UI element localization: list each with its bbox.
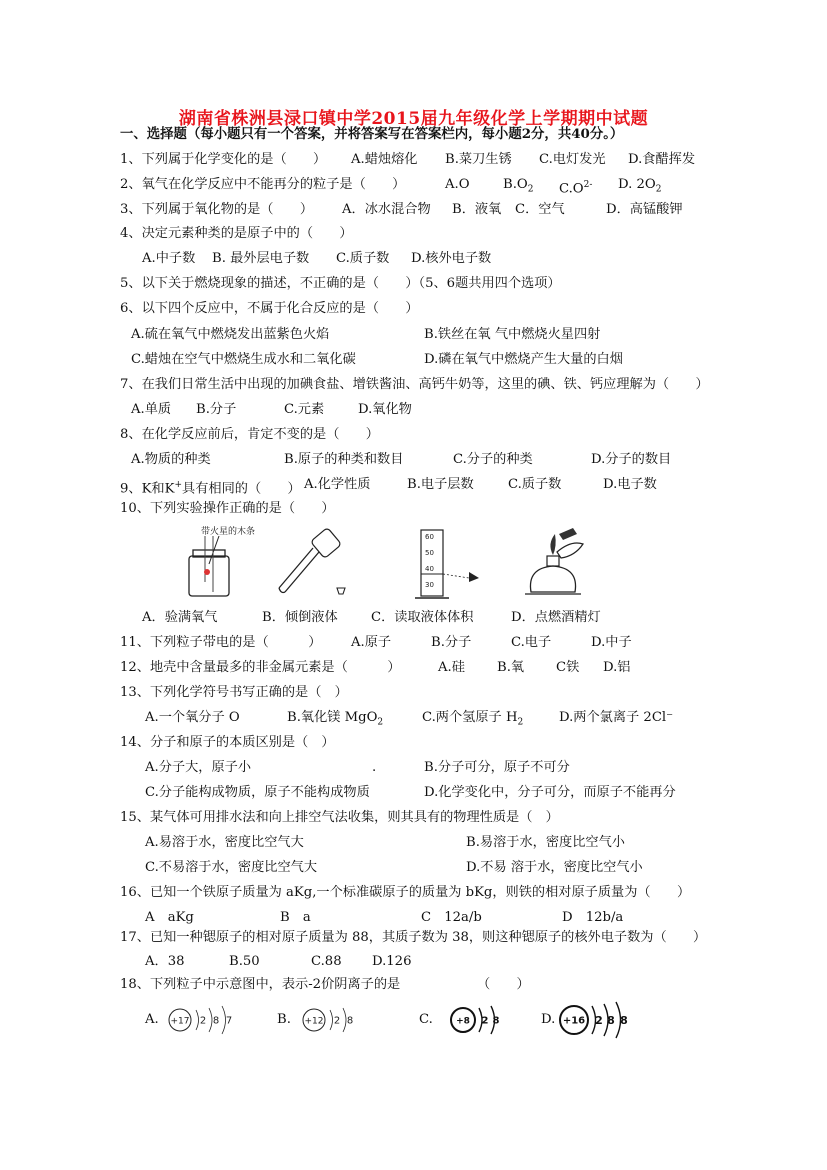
svg-text:+17: +17 xyxy=(170,1016,190,1027)
option-b: B.易溶于水，密度比空气小 xyxy=(466,835,625,850)
svg-text:+8: +8 xyxy=(456,1016,470,1027)
svg-text:2: 2 xyxy=(333,1015,341,1027)
option-a: A.硅 xyxy=(438,660,465,675)
graduated-cylinder-figure xyxy=(407,522,497,604)
option-b: B.铁丝在氧 气中燃烧火星四射 xyxy=(424,327,601,342)
atom-diagram-b xyxy=(297,1000,367,1040)
option-a: A.分子大，原子小 xyxy=(145,760,252,775)
question-5: 5、以下关于燃烧现象的描述，不正确的是（ ）（5、6题共用四个选项） xyxy=(120,276,561,291)
option-d: D.不易 溶于水，密度比空气小 xyxy=(466,860,643,875)
option-c: C.质子数 xyxy=(336,251,390,266)
alcohol-lamp-figure xyxy=(513,522,603,604)
option-a: A.单质 xyxy=(131,402,172,417)
atom-diagram-c xyxy=(447,998,507,1042)
svg-text:带火星的木条: 带火星的木条 xyxy=(201,527,256,537)
option-c: C.质子数 xyxy=(508,477,562,492)
question-14: 14、分子和原子的本质区别是（ ） xyxy=(120,735,335,750)
option-c: C.两个氢原子 $H_2$ xyxy=(422,710,524,728)
svg-text:8: 8 xyxy=(607,1014,615,1027)
svg-text:50: 50 xyxy=(425,549,434,557)
option-d: D. xyxy=(541,1012,556,1027)
option-b: B.50 xyxy=(229,954,260,969)
option-d: D.中子 xyxy=(591,635,632,650)
svg-text:+16: +16 xyxy=(562,1015,586,1027)
option-a: A.蜡烛熔化 xyxy=(351,152,418,167)
option-d: D．高锰酸钾 xyxy=(606,202,683,217)
question-16: 16、已知一个铁原子质量为 aKg,一个标准碳原子的质量为 bKg，则铁的相对原子质量为（ ） xyxy=(120,885,691,900)
option-c: C.88 xyxy=(311,954,342,969)
svg-text:2: 2 xyxy=(481,1015,489,1027)
svg-text:8: 8 xyxy=(620,1014,628,1027)
option-c: C.电子 xyxy=(511,635,552,650)
option-a: A.中子数 xyxy=(142,251,196,266)
option-b: B.分子 xyxy=(196,402,237,417)
option-d: D.铝 xyxy=(603,660,631,675)
option-d: D.两个氯离子 2Cl⁻ xyxy=(559,710,674,725)
option-c: C.电灯发光 xyxy=(539,152,606,167)
page-title: 湖南省株洲县渌口镇中学2015届九年级化学上学期期中试题 xyxy=(178,109,649,129)
option-a: A. xyxy=(145,1012,159,1027)
option-c: C．读取液体体积 xyxy=(371,610,474,625)
svg-text:8: 8 xyxy=(492,1015,500,1027)
atom-diagram-a xyxy=(163,1000,243,1040)
question-17: 17、已知一种锶原子的相对原子质量为 88，其质子数为 38，则这种锶原子的核外电子数为（ ） xyxy=(120,930,707,945)
question-10: 10、下列实验操作正确的是（ ） xyxy=(120,501,335,516)
option-c: C.元素 xyxy=(284,402,325,417)
option-b: B. xyxy=(277,1012,291,1027)
option-c: $C.O^{2-}$ xyxy=(559,180,593,197)
option-b: B.氧化镁 MgO$_2$ xyxy=(287,710,384,728)
option-b: B.菜刀生锈 xyxy=(445,152,512,167)
option-a: A．验满氧气 xyxy=(142,610,218,625)
question-15: 15、某气体可用排水法和向上排空气法收集，则其具有的物理性质是（ ） xyxy=(120,810,559,825)
question-13: 13、下列化学符号书写正确的是（ ） xyxy=(120,685,348,700)
option-d: D．点燃酒精灯 xyxy=(511,610,601,625)
option-c: C.分子的种类 xyxy=(453,452,533,467)
option-c: C铁 xyxy=(556,660,580,675)
option-a: A aKg xyxy=(145,910,194,925)
option-d: D.分子的数目 xyxy=(591,452,672,467)
question-4: 4、决定元素种类的是原子中的（ ） xyxy=(120,226,353,241)
option-d: D.核外电子数 xyxy=(411,251,492,266)
svg-text:2: 2 xyxy=(199,1015,207,1027)
option-a: A.原子 xyxy=(351,635,392,650)
svg-text:40: 40 xyxy=(425,565,434,573)
svg-text:8: 8 xyxy=(346,1015,354,1027)
option-a: A.硫在氧气中燃烧发出蓝紫色火焰 xyxy=(131,327,330,342)
option-b: B．液氧 xyxy=(452,202,502,217)
option-d: D. $2O_2$ xyxy=(618,177,662,195)
option-b: B.电子层数 xyxy=(407,477,474,492)
svg-text:7: 7 xyxy=(225,1015,233,1027)
option-d: D.电子数 xyxy=(603,477,657,492)
svg-text:+12: +12 xyxy=(304,1016,324,1027)
atom-diagram-d xyxy=(556,996,638,1044)
option-b: B.分子可分，原子不可分 xyxy=(424,760,570,775)
option-d: D.氧化物 xyxy=(358,402,412,417)
option-b: B.氧 xyxy=(497,660,525,675)
option-c: C.不易溶于水，密度比空气大 xyxy=(145,860,318,875)
option-c: C．空气 xyxy=(515,202,565,217)
stray-dot: . xyxy=(372,760,377,775)
option-c: C.分子能构成物质，原子不能构成物质 xyxy=(145,785,370,800)
pouring-liquid-figure xyxy=(269,526,359,604)
section-heading: 一、选择题（每小题只有一个答案，并将答案写在答案栏内，每小题2分，共40分。） xyxy=(120,126,624,142)
option-b: $B.O_2$ xyxy=(503,177,534,195)
option-d: D.磷在氧气中燃烧产生大量的白烟 xyxy=(424,352,623,367)
option-b: B a xyxy=(280,910,311,925)
question-6: 6、以下四个反应中，不属于化合反应的是（ ） xyxy=(120,301,419,316)
option-b: B．倾倒液体 xyxy=(262,610,338,625)
option-b: B. 最外层电子数 xyxy=(212,251,310,266)
option-a: A.物质的种类 xyxy=(131,452,211,467)
option-c: C.蜡烛在空气中燃烧生成水和二氧化碳 xyxy=(131,352,356,367)
gas-bottle-figure xyxy=(175,522,275,602)
exam-page: 湖南省株洲县渌口镇中学2015届九年级化学上学期期中试题 一、选择题（每小题只有一个答案，并将答案写在答案栏内，每小题2分，共40分。） 1、下列属于化学变化的是（ ） A.蜡烛熔化 B.菜刀生锈 C.电灯发光 D.食醋挥发 2、氧气在化学反应中不能再分的粒子是（ ） A.O $B.O_2$ $C.O^{2-}$ D. $2O_2$ 3、下列属于氧化物的是（ ） A．冰水混合物 B．液氧 C．空气 D．高锰酸钾 4、决定元素种类的是原子中的（ ） A.中子数 B. 最外层电子数 C.质子数 D.核外电子数 5、以下关于燃烧现象的描述，不正确的是（ ）（5、6题共用四个选项） 6、以下四个反应中，不属于化合反应的是（ ） A.硫在氧气中燃烧发出蓝紫色火焰 B.铁丝在氧 气中燃烧火星四射 C.蜡烛在空气中燃烧生成水和二氧化碳 D.磷在氧气中燃烧产生大量的白烟 7、在我们日常生活中出现的加碘食盐、增铁酱油、高钙牛奶等，这里的碘、铁、钙应理解为（ ） A.单质 B.分子 C.元素 D.氧化物 8、在化学反应前后，肯定不变的是（ ） A.物质的种类 B.原子的种类和数目 C.分子的种类 D.分子的数目 9、K和K+具有相同的（ ） A.化学性质 B.电子层数 C.质子数 D.电子数 10、下列实验操作正确的是（ ） 带火星的木条 60 50 40 30 A．验满氧气 B．倾倒液体 C．读取液体体积 D．点燃酒精灯 11、下列粒子带电的是（ ） A.原子 B.分子 C.电子 D.中子 12、地壳中含量最多的非金属元素是（ ） A.硅 B.氧 C铁 D.铝 13、下列化学符号书写正确的是（ ） A.一个氧分子 O B.氧化镁 MgO$_2$ C.两个氢原子 $H_2$ D.两个氯离子 2Cl⁻ 14、分子和原子的本质区别是（ ） A.分子大，原子小 . B.分子可分，原子不可分 C.分子能构成物质，原子不能构成物质 D.化学变化中，分子可分，而原子不能再分 15、某气体可用排水法和向上排空气法收集，则其具有的物理性质是（ ） A.易溶于水，密度比空气大 B.易溶于水，密度比空气小 C.不易溶于水，密度比空气大 D.不易 溶于水，密度比空气小 16、已知一个铁原子质量为 aKg,一个标准碳原子的质量为 bKg，则铁的相对原子质量为（ ） A aKg B a C 12a/b D 12b/a 17、已知一种锶原子的相对原子质量为 88，其质子数为 38，则这种锶原子的核外电子数为（ ） A．38 B.50 C.88 D.126 18、下列粒子中示意图中，表示-2价阴离子的是 （ ） A. B. C. D. +17 2 8 7 +12 2 8 +8 2 8 +16 2 8 8 xyxy=(0,0,827,1170)
option-a: A.易溶于水，密度比空气大 xyxy=(145,835,304,850)
option-a: A.O xyxy=(445,177,470,192)
option-a: A.化学性质 xyxy=(304,477,371,492)
question-8: 8、在化学反应前后，肯定不变的是（ ） xyxy=(120,427,379,442)
option-d: D.化学变化中，分子可分，而原子不能再分 xyxy=(424,785,676,800)
svg-text:30: 30 xyxy=(425,581,434,589)
option-c: C. xyxy=(419,1012,433,1027)
option-c: C 12a/b xyxy=(421,910,482,925)
svg-text:2: 2 xyxy=(595,1014,603,1027)
option-b: B.原子的种类和数目 xyxy=(284,452,404,467)
option-a: A．冰水混合物 xyxy=(342,202,431,217)
option-b: B.分子 xyxy=(431,635,472,650)
option-d: D.食醋挥发 xyxy=(628,152,696,167)
option-a: A.一个氧分子 O xyxy=(145,710,240,725)
option-a: A．38 xyxy=(145,954,185,969)
svg-text:8: 8 xyxy=(212,1015,220,1027)
option-d: D.126 xyxy=(372,954,412,969)
question-7: 7、在我们日常生活中出现的加碘食盐、增铁酱油、高钙牛奶等，这里的碘、铁、钙应理解为（ ） xyxy=(120,377,709,392)
option-d: D 12b/a xyxy=(562,910,624,925)
svg-text:60: 60 xyxy=(425,533,434,541)
